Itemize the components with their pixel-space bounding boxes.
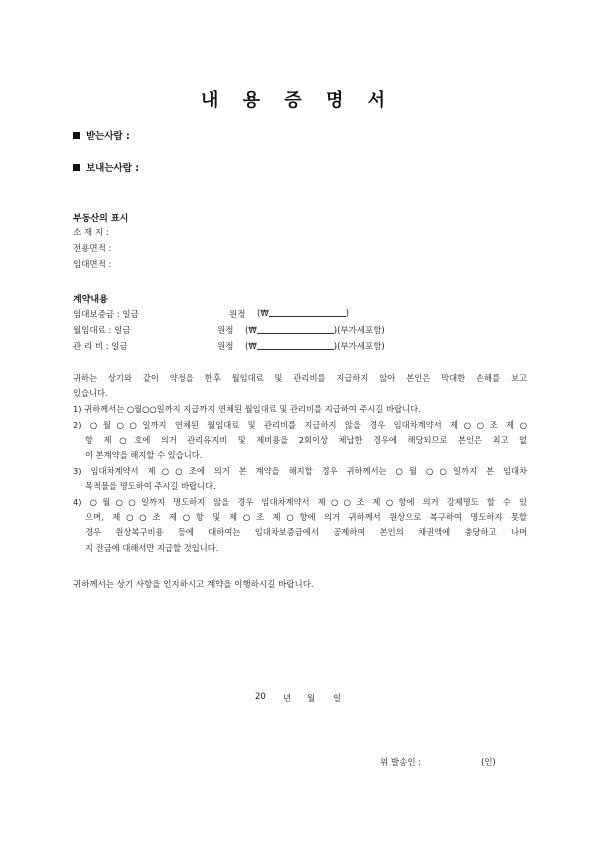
vat-note: (부가세포함) [337,342,385,352]
vat-note: (부가세포함) [337,326,385,336]
sender-signature-label: 위 발송인 : [380,758,422,768]
signature-line [380,756,520,768]
contract-row-deposit [73,308,533,320]
date-year-label: 년 [283,694,292,704]
amount-blank [257,325,334,334]
numbered-item-3 [73,464,527,494]
numbered-item-4 [73,495,527,556]
text-line: 이 본계약을 해지할 수 있습니다. [85,450,203,461]
square-bullet-icon [73,132,80,139]
property-location: 소 재 지 : [73,228,109,238]
contract-row-unit: 원정 [217,326,234,336]
text-line: 1) 귀하께서는 ○월○○일까지 지급까지 연체된 월임대료 및 관리비를 지급하여 주시길 바랍니다. [73,404,421,414]
text-line: 경우 원상복구비용 등에 대하여는 임대차보증금에서 공제하여 본인의 채권액에 충당하고 나머 [85,527,527,538]
recipient-line [73,128,130,142]
contract-row-amount [245,324,385,336]
contract-row-label: 임대보증금 : 일금 [73,310,139,320]
seal-placeholder: (인) [481,758,496,768]
contract-row-unit: 원정 [229,310,246,320]
numbered-item-2 [73,418,527,464]
amount-blank [269,308,346,317]
amount-prefix: (₩ [257,309,269,319]
contract-heading: 계약내용 [73,295,108,305]
date-line [255,692,355,704]
amount-suffix: ) [345,309,350,319]
contract-row-label: 관 리 비 : 일금 [73,342,128,352]
contract-row-monthly-rent [73,324,533,336]
date-month-label: 월 [307,694,316,704]
amount-suffix: ) [333,326,338,336]
amount-blank [257,341,334,350]
contract-row-amount [245,340,385,352]
date-day-label: 일 [333,694,342,704]
intro-paragraph [73,371,527,401]
amount-suffix: ) [333,342,338,352]
property-lease-area: 임대면적 : [73,260,112,270]
text-line: 목적물을 명도하여 주시길 바랍니다. [85,481,216,492]
square-bullet-icon [73,164,80,171]
contract-row-maintenance [73,340,533,352]
date-century: 20 [255,692,266,702]
text-line: 귀하는 상기와 같이 약정을 한후 월임대료 및 관리비를 지급하지 않아 본인은 막대한 손해를 보고 [73,373,527,383]
numbered-item-1 [73,402,527,417]
text-line: 항 제○호에 의거 관리유지비 및 제비용을 2회이상 체납한 경우에 해당되므로 본인은 최고 없 [85,435,527,446]
text-line: 으며, 제○○조 제○항 및 제○조 제○항에 의거 귀하께서 원상으로 복구하여 명도하지 못할 [85,512,527,523]
sender-line [73,160,139,174]
contract-row-label: 월임대료 : 일금 [73,326,131,336]
property-heading: 부동산의 표시 [73,214,129,224]
text-line: 4) ○월○○일까지 명도하지 않을 경우 임대차계약서 제○○조 제○항에 의거 강제명도 할 수 있 [73,497,527,507]
closing-sentence: 귀하께서는 상기 사항을 인지하시고 계약을 이행하시길 바랍니다. [73,580,314,590]
recipient-label: 받는사람 : [86,131,130,142]
property-exclusive-area: 전용면적 : [73,244,112,254]
text-line: 3) 임대차계약서 제○○조에 의거 본 계약을 해지할 경우 귀하께서는 ○월 ○○일까지 본 임대차 [73,466,527,476]
contract-row-unit: 원정 [217,342,234,352]
document-title: 내 용 증 명 서 [200,90,394,111]
text-line: 2) ○월○○일까지 연체된 월임대료 및 관리비를 지급하지 않을 경우 임대차계약서 제○○조 제○ [73,420,527,430]
text-line: 있습니다. [73,388,108,399]
contract-row-amount [257,308,349,319]
amount-prefix: (₩ [245,342,257,352]
amount-prefix: (₩ [245,326,257,336]
sender-label: 보내는사람 : [86,163,139,174]
text-line: 지 잔금에 대해서만 지급할 것입니다. [85,542,219,553]
